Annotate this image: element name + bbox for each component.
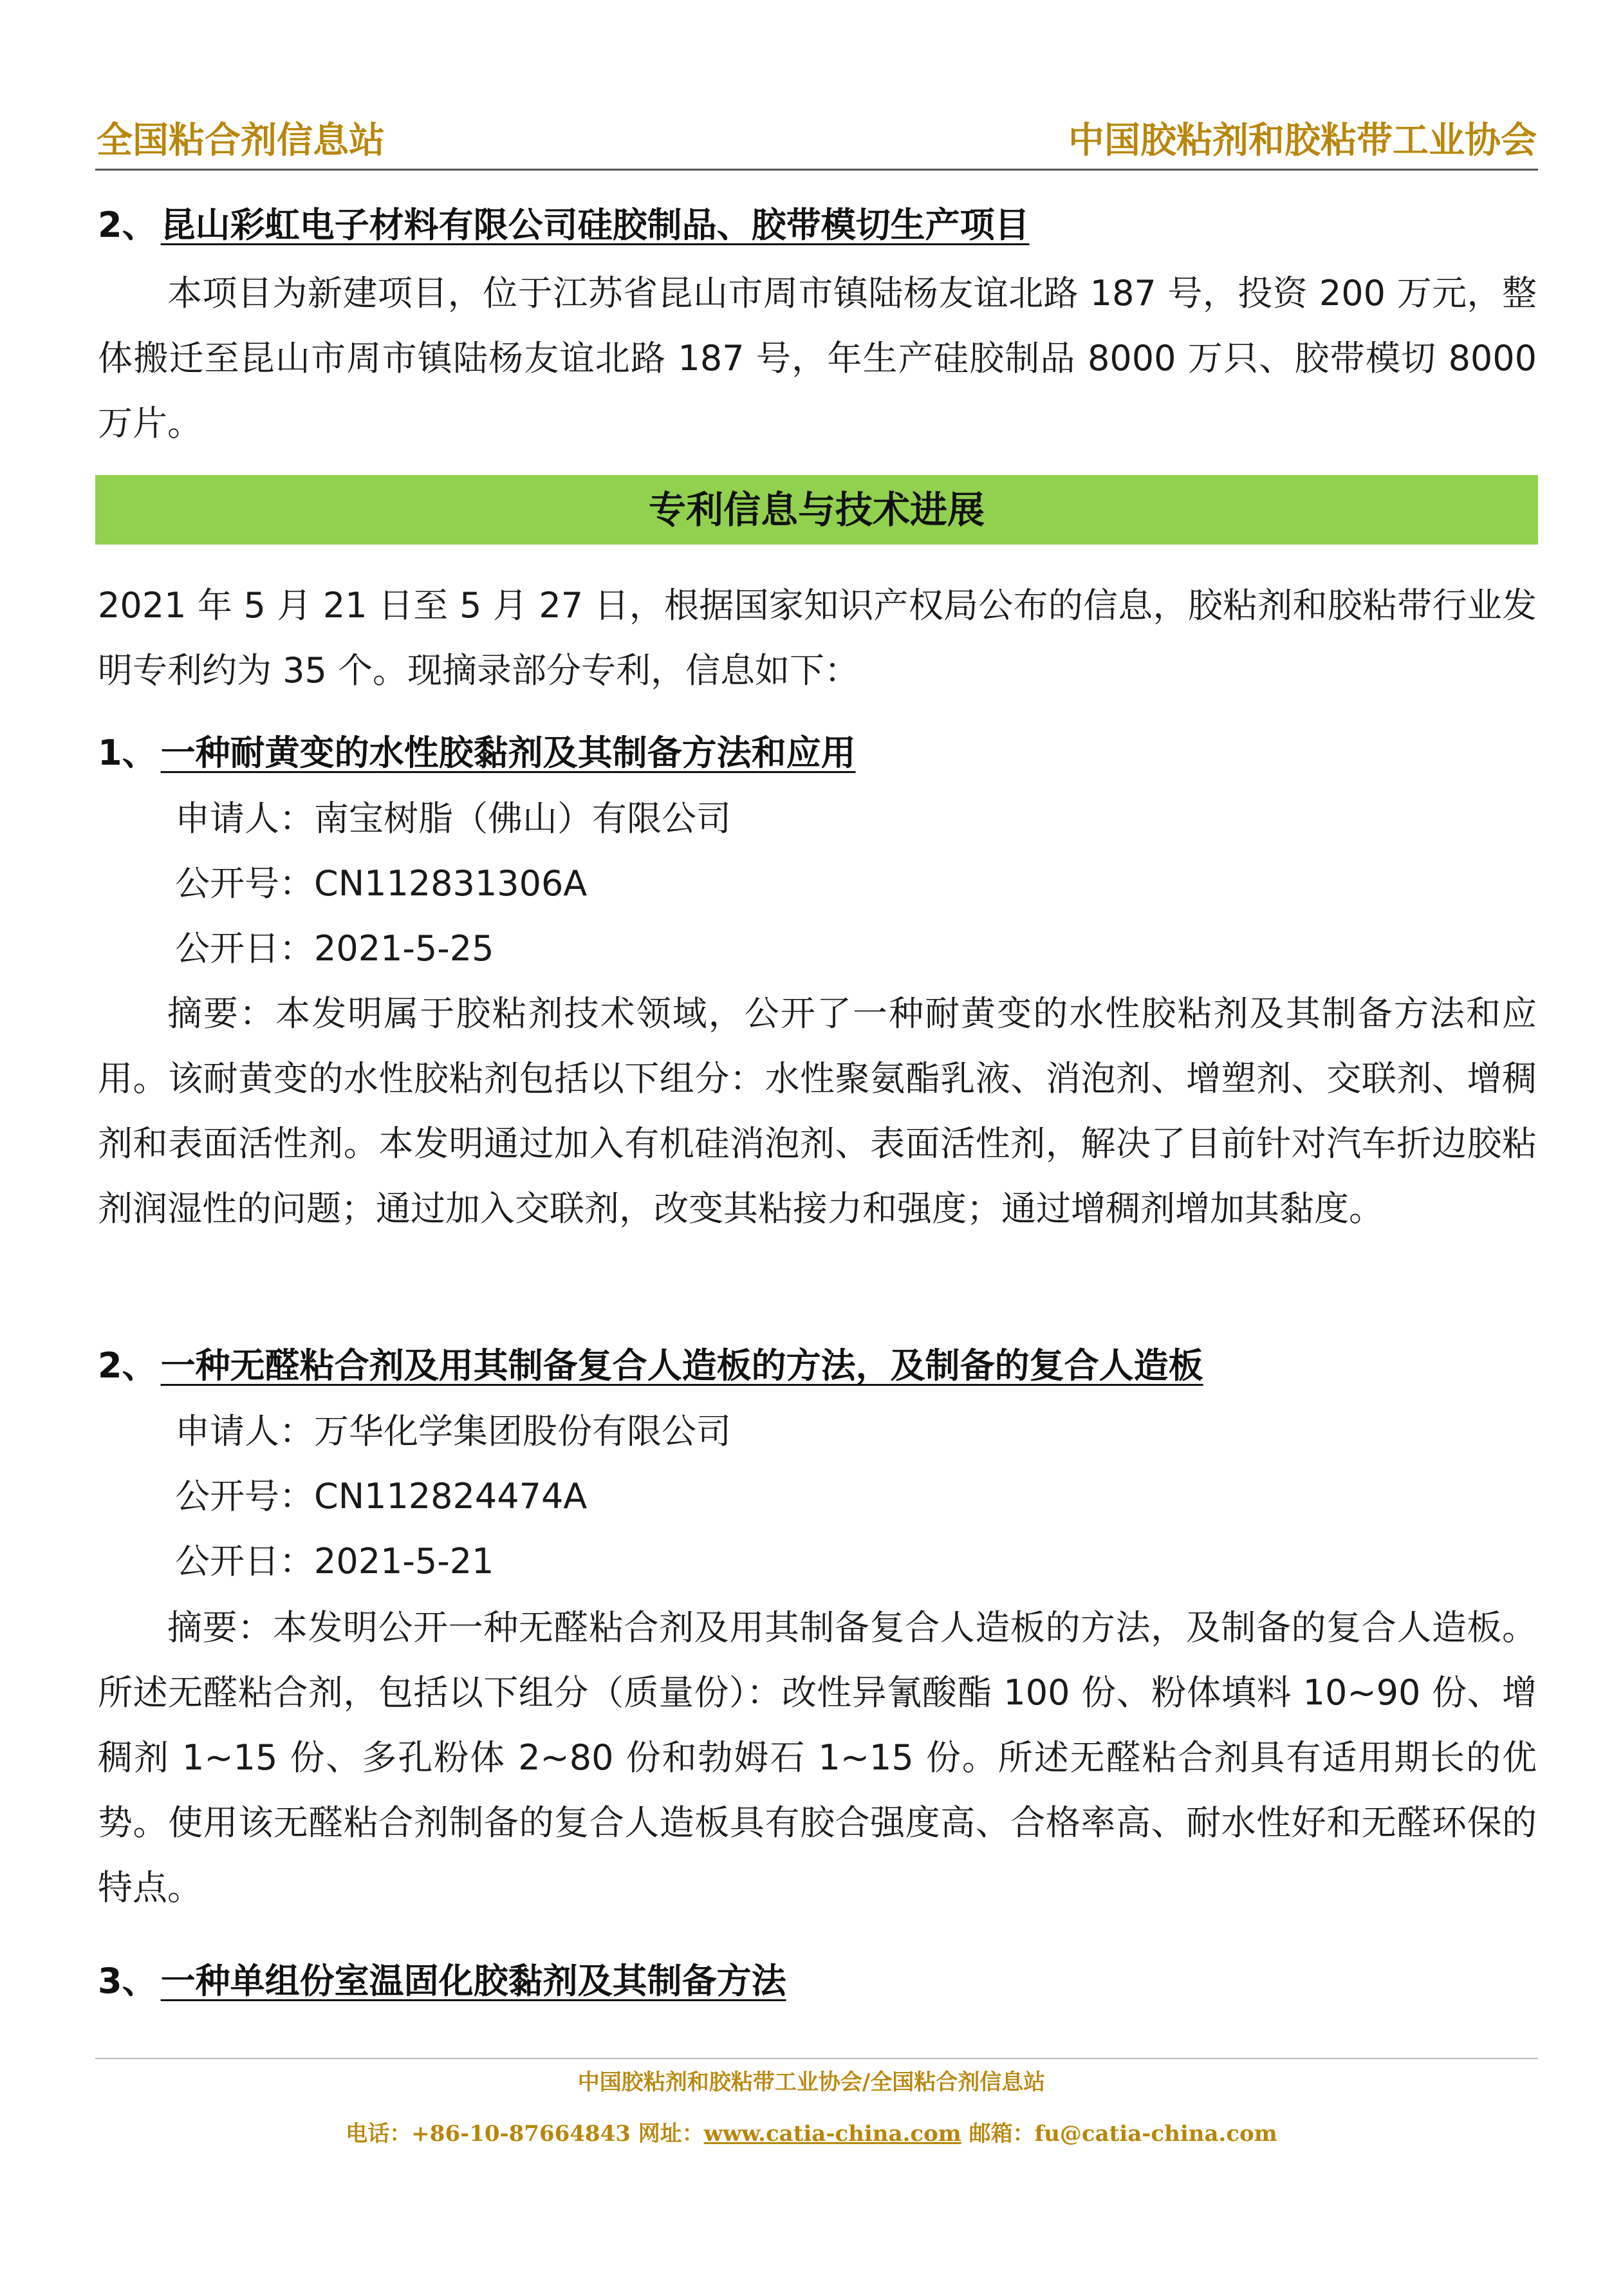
patent-1-heading: [98, 727, 856, 779]
project-title: 昆山彩虹电子材料有限公司硅胶制品、胶带模切生产项目: [160, 205, 1030, 245]
footer-organization: 中国胶粘剂和胶粘带工业协会/全国粘合剂信息站: [577, 2069, 1046, 2095]
header-association-name: 中国胶粘剂和胶粘带工业协会: [1068, 119, 1537, 162]
patent-2-title: 一种无醛粘合剂及用其制备复合人造板的方法，及制备的复合人造板: [160, 1345, 1203, 1386]
patent-2-applicant: 申请人：万华化学集团股份有限公司: [175, 1411, 731, 1451]
header-divider: [95, 169, 1538, 171]
patent-2-pub-date: 公开日：2021-5-21: [175, 1541, 494, 1582]
patent-3-title: 一种单组份室温固化胶黏剂及其制备方法: [160, 1961, 786, 2001]
patent-2-heading: [98, 1340, 1203, 1392]
footer-divider: [95, 2058, 1538, 2059]
patent-1-number: 1、: [98, 733, 157, 773]
patent-1-abstract: 摘要：本发明属于胶粘剂技术领域，公开了一种耐黄变的水性胶粘剂及其制备方法和应用。该耐黄变的水性胶粘剂包括以下组分：水性聚氨酯乳液、消泡剂、增塑剂、交联剂、增稠剂和表面活性剂。本发明通过加入有机硅消泡剂、表面活性剂，解决了目前针对汽车折边胶粘剂润湿性的问题；通过加入交联剂，改变其粘接力和强度；通过增稠剂增加其黏度。: [98, 993, 1537, 1229]
project-number: 2、: [98, 205, 157, 245]
header-site-name: 全国粘合剂信息站: [97, 119, 385, 162]
intro-paragraph: 2021 年 5 月 21 日至 5 月 27 日，根据国家知识产权局公布的信息，胶粘剂和胶粘带行业发明专利约为 35 个。现摘录部分专利，信息如下：: [98, 585, 1537, 691]
patent-1-applicant: 申请人：南宝树脂（佛山）有限公司: [175, 798, 731, 839]
patent-2-number: 2、: [98, 1345, 157, 1386]
patent-1-title: 一种耐黄变的水性胶黏剂及其制备方法和应用: [160, 733, 856, 773]
patent-1-pub-no: 公开号：CN112831306A: [175, 863, 588, 904]
project-body: 本项目为新建项目，位于江苏省昆山市周市镇陆杨友谊北路 187 号，投资 200 万元，整体搬迁至昆山市周市镇陆杨友谊北路 187 号，年生产硅胶制品 8000 万只、胶带模切 8000 万片。: [98, 273, 1537, 443]
footer-website-link[interactable]: www.catia-china.com: [703, 2121, 961, 2147]
patent-1-pub-date: 公开日：2021-5-25: [175, 928, 494, 969]
footer-contact: [0, 2118, 1623, 2150]
footer-phone: 电话：+86-10-87664843 网址：: [346, 2121, 704, 2147]
patent-3-number: 3、: [98, 1961, 157, 2001]
patent-2-abstract: 摘要：本发明公开一种无醛粘合剂及用其制备复合人造板的方法，及制备的复合人造板。所述无醛粘合剂，包括以下组分（质量份）：改性异氰酸酯 100 份、粉体填料 10~90 份、增稠剂 1~15 份、多孔粉体 2~80 份和勃姆石 1~15 份。所述无醛粘合剂具有适用期长的优势。使用该无醛粘合剂制备的复合人造板具有胶合强度高、合格率高、耐水性好和无醛环保的特点。: [98, 1607, 1537, 1908]
patent-2-pub-no: 公开号：CN112824474A: [175, 1476, 588, 1517]
patent-3-heading: [98, 1955, 786, 2007]
footer-email: 邮箱：fu@catia-china.com: [961, 2121, 1277, 2147]
project-heading: [98, 200, 1030, 251]
section-banner: 专利信息与技术进展: [95, 475, 1538, 545]
